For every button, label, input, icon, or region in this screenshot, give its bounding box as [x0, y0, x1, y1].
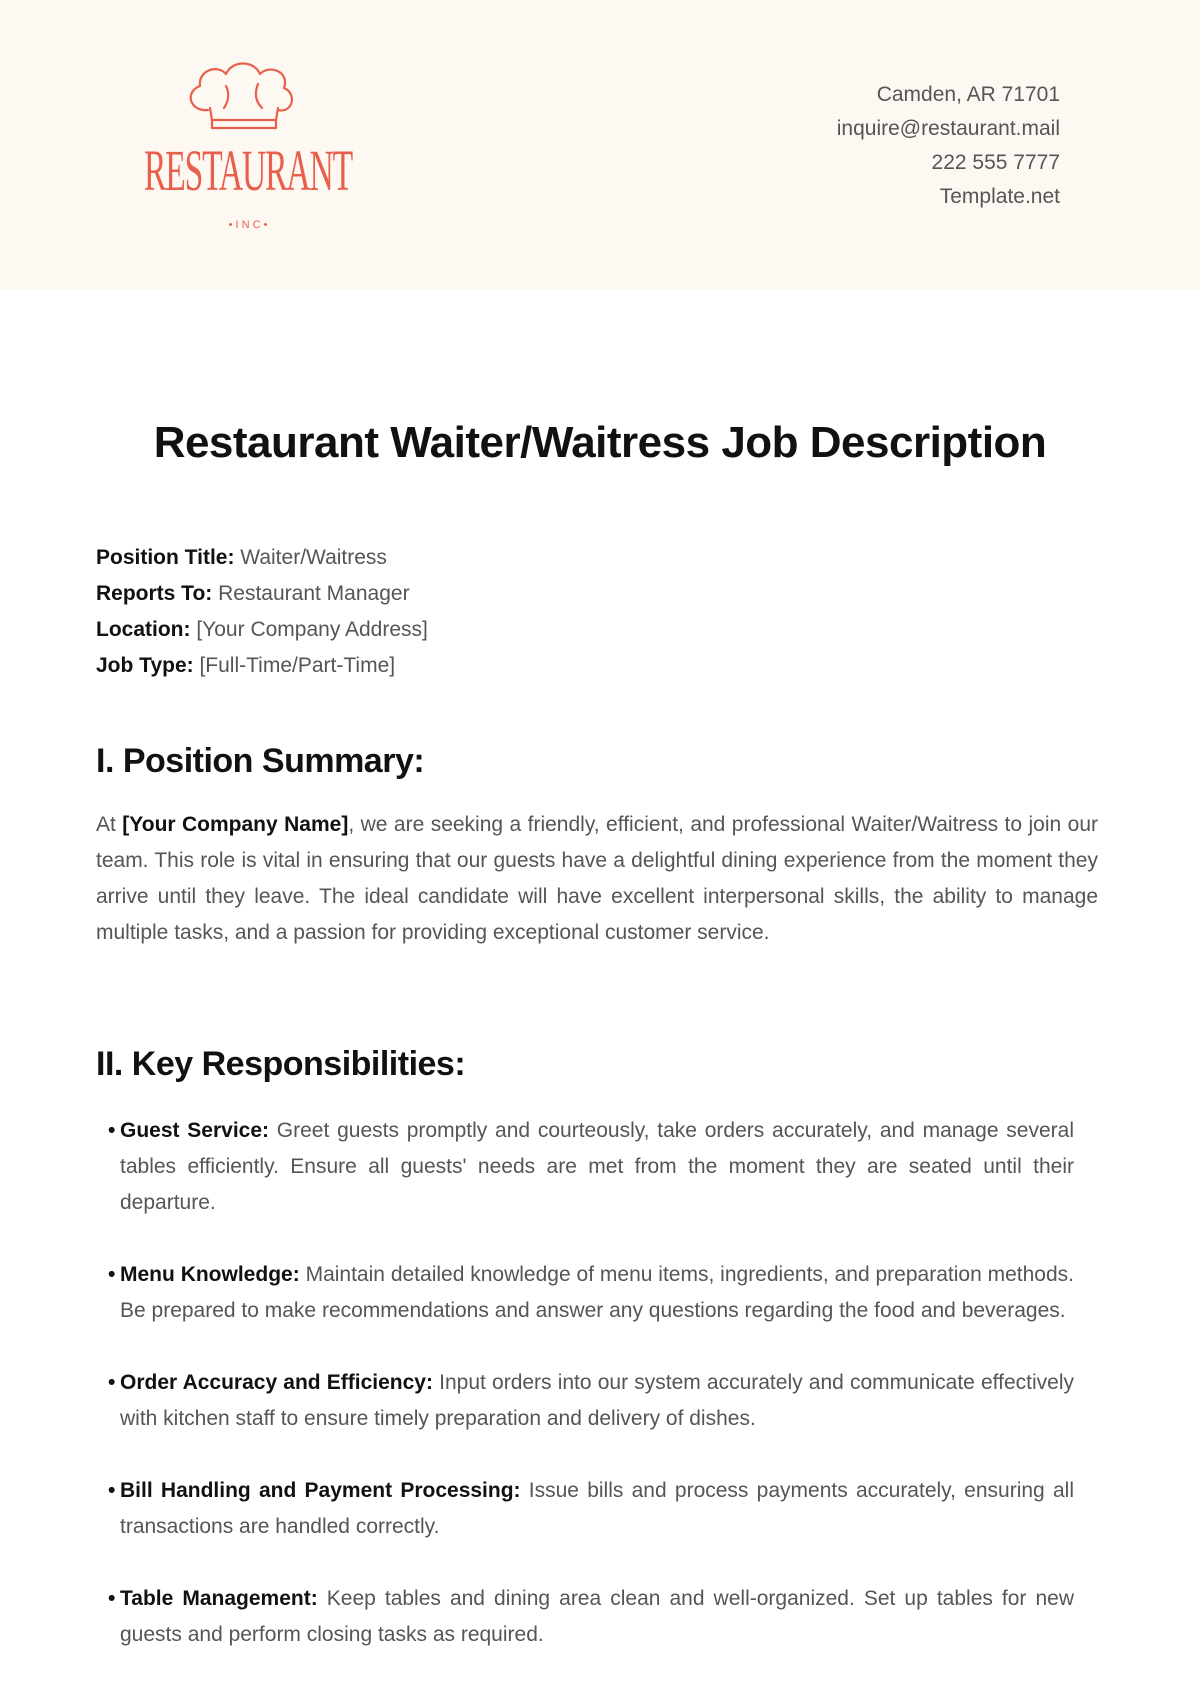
bullet-icon: •	[108, 1479, 116, 1502]
item-text: Issue bills and process payments accurately, ensuring all transactions are handled correctly.	[120, 1479, 1074, 1538]
section-heading-responsibilities: II. Key Responsibilities:	[96, 1045, 466, 1083]
bullet-icon: •	[108, 1263, 116, 1286]
bullet-icon: •	[108, 1119, 116, 1142]
meta-label: Location:	[96, 618, 191, 641]
item-label: Bill Handling and Payment Processing:	[120, 1479, 521, 1502]
item-label: Menu Knowledge:	[120, 1263, 300, 1286]
job-meta	[96, 540, 428, 684]
item-label: Table Management:	[120, 1587, 318, 1610]
item-text: Maintain detailed knowledge of menu items, ingredients, and preparation methods. Be prepared to make recommendations and answer any questions regarding the food and beverages.	[120, 1263, 1074, 1322]
item-label: Order Accuracy and Efficiency:	[120, 1371, 433, 1394]
summary-body: , we are seeking a friendly, efficient, and professional Waiter/Waitress to join our team. This role is vital in ensuring that our guests have a delightful dining experience from the moment they arrive until they leave. The ideal candidate will have excellent interpersonal skills, the ability to manage multiple tasks, and a passion for providing exceptional customer service.	[96, 813, 1098, 944]
bullet-icon: •	[108, 1587, 116, 1610]
meta-position-title	[96, 540, 428, 576]
item-label: Guest Service:	[120, 1119, 270, 1142]
meta-label: Position Title:	[96, 546, 235, 569]
item-text: Greet guests promptly and courteously, take orders accurately, and manage several tables efficiently. Ensure all guests' needs are met from the moment they are seated until their departure.	[120, 1119, 1074, 1214]
list-item	[108, 1113, 1074, 1221]
responsibilities-list	[108, 1113, 1074, 1689]
meta-value: [Full-Time/Part-Time]	[199, 654, 396, 677]
restaurant-logo	[128, 50, 368, 240]
contact-email[interactable]: inquire@restaurant.mail	[836, 117, 1060, 140]
document-title: Restaurant Waiter/Waitress Job Description	[153, 418, 1047, 467]
contact-phone: 222 555 7777	[931, 151, 1060, 174]
meta-job-type	[96, 648, 428, 684]
meta-location	[96, 612, 428, 648]
meta-label: Job Type:	[96, 654, 194, 677]
letterhead	[0, 0, 1200, 290]
section-heading-summary: I. Position Summary:	[96, 742, 425, 780]
list-item	[108, 1257, 1074, 1329]
chef-hat-icon	[191, 64, 292, 111]
contact-address: Camden, AR 71701	[876, 83, 1060, 106]
logo-wordmark: RESTAURANT	[144, 138, 353, 203]
summary-intro: At	[96, 813, 123, 836]
contact-block	[837, 78, 1060, 214]
list-item	[108, 1473, 1074, 1545]
meta-value: Restaurant Manager	[218, 582, 410, 605]
contact-website[interactable]: Template.net	[939, 185, 1060, 208]
list-item	[108, 1581, 1074, 1653]
bullet-icon: •	[108, 1371, 116, 1394]
meta-label: Reports To:	[96, 582, 213, 605]
meta-value: [Your Company Address]	[196, 618, 428, 641]
item-text: Input orders into our system accurately and communicate effectively with kitchen staff to ensure timely preparation and delivery of dishes.	[120, 1371, 1074, 1430]
list-item	[108, 1365, 1074, 1437]
item-text: Keep tables and dining area clean and well-organized. Set up tables for new guests and perform closing tasks as required.	[120, 1587, 1075, 1646]
company-name: [Your Company Name]	[122, 813, 349, 836]
meta-reports-to	[96, 576, 428, 612]
logo-subtext: • I N C •	[228, 219, 268, 231]
position-summary	[96, 807, 1098, 951]
meta-value: Waiter/Waitress	[240, 546, 387, 569]
